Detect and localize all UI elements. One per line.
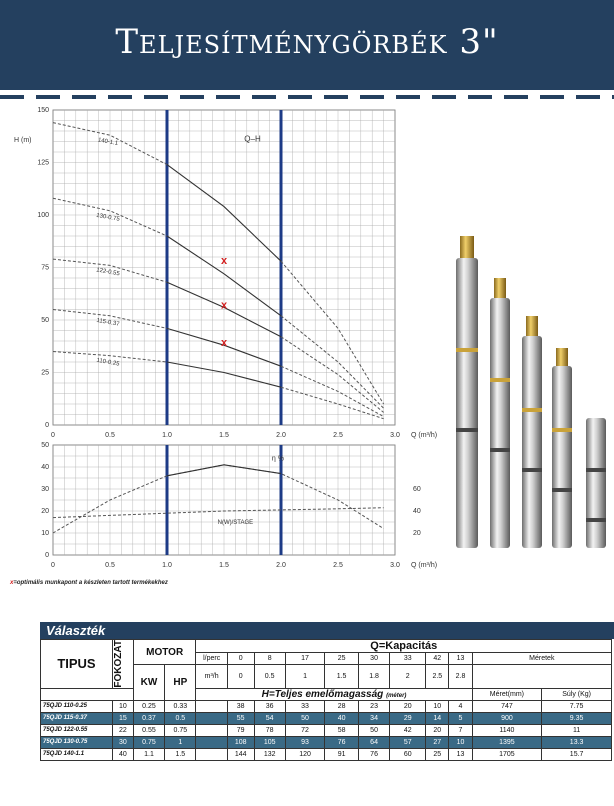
selection-table — [40, 639, 612, 761]
cell-hp: 0.75 — [165, 724, 196, 736]
eff-y-tick: 0 — [45, 552, 49, 559]
cell-fok: 15 — [112, 712, 133, 724]
cell-kw: 0.37 — [133, 712, 164, 724]
cell-meret: 1705 — [472, 748, 542, 760]
eff-right-tick: 20 — [413, 530, 421, 537]
cell-h: 50 — [358, 724, 389, 736]
qh-y-tick: 150 — [37, 107, 49, 114]
eff-y-tick: 40 — [41, 464, 49, 471]
qh-y-tick: 75 — [41, 264, 49, 272]
optimal-note-text: =optimális munkapont a készleten tartott termékekhez — [13, 580, 168, 586]
cell-h: 50 — [285, 712, 324, 724]
cell-meret: 1395 — [472, 736, 542, 748]
cell-h: 54 — [254, 712, 285, 724]
cell-tip: 75QJD 130-0.75 — [41, 736, 113, 748]
cell-h: 14 — [426, 712, 449, 724]
qh-x-tick: 2.0 — [276, 432, 286, 439]
qh-x-tick: 0.5 — [105, 432, 115, 439]
pump-1 — [456, 236, 478, 548]
qh-y-tick: 100 — [37, 212, 49, 219]
cell-kw: 0.55 — [133, 724, 164, 736]
cell-tip: 75QJD 140-1.1 — [41, 748, 113, 760]
cell-meret: 747 — [472, 700, 542, 712]
m3h-1: 0.5 — [254, 665, 285, 689]
fokozat-label: FOKOZAT — [112, 640, 124, 688]
qh-y-tick: 25 — [41, 369, 49, 377]
eff-right-tick: 60 — [413, 486, 421, 493]
qh-y-tick: 50 — [41, 317, 49, 324]
cell-fok: 40 — [112, 748, 133, 760]
qh-x-tick: 2.5 — [333, 432, 343, 439]
col-meretek: Méretek — [472, 653, 611, 665]
qh-x-tick: 3.0 — [390, 432, 400, 439]
cell-hp: 0.5 — [165, 712, 196, 724]
eta-label: η % — [271, 455, 284, 463]
cell-suly: 11 — [542, 724, 612, 736]
selection-table-title: Választék — [40, 622, 614, 639]
eff-x-tick: 2.0 — [276, 562, 286, 569]
cell-h: 13 — [449, 748, 472, 760]
qh-series-label: 110-0.25 — [95, 357, 120, 368]
qh-series-label: 130-0.75 — [95, 212, 121, 223]
eff-x-tick: 1.5 — [219, 562, 229, 569]
h-unit: (méter) — [386, 692, 407, 699]
cell-h: 132 — [254, 748, 285, 760]
m3h-0: 0 — [227, 665, 254, 689]
cell-h: 60 — [390, 748, 426, 760]
cell-meret: 1140 — [472, 724, 542, 736]
cell-hp: 0.33 — [165, 700, 196, 712]
col-tipus: TIPUS — [41, 640, 113, 689]
qh-series-label: 140-1.1 — [97, 137, 119, 147]
cell-h: 57 — [390, 736, 426, 748]
cell-h: 29 — [390, 712, 426, 724]
pump-4 — [552, 348, 572, 548]
eff-x-tick: 0.5 — [105, 562, 115, 569]
qh-x-label: Q (m³/h) — [411, 432, 438, 439]
lperc-7: 13 — [449, 653, 472, 665]
cell-meret: 900 — [472, 712, 542, 724]
qh-series-label: 122-0.55 — [95, 267, 121, 278]
cell-h: 10 — [426, 700, 449, 712]
m3h-label: m³/h — [196, 665, 227, 689]
col-emelomagassag — [196, 688, 472, 700]
pump-2 — [490, 278, 510, 548]
cell-h: 42 — [390, 724, 426, 736]
cell-h: 72 — [285, 724, 324, 736]
cell-h: 108 — [227, 736, 254, 748]
eff-right-tick: 40 — [413, 508, 421, 515]
cell-h: 4 — [449, 700, 472, 712]
col-hp: HP — [165, 665, 196, 701]
page-title: Teljesítménygörbék 3" — [115, 22, 499, 62]
cell-h: 78 — [254, 724, 285, 736]
m3h-5: 2 — [390, 665, 426, 689]
cell-fok: 30 — [112, 736, 133, 748]
cell-h: 58 — [325, 724, 359, 736]
pump-5 — [586, 418, 606, 548]
cell-h: 55 — [227, 712, 254, 724]
cell-kw: 0.25 — [133, 700, 164, 712]
h-title: H=Teljes emelőmagasság — [261, 688, 384, 700]
cell-suly: 9.35 — [542, 712, 612, 724]
eff-y-tick: 50 — [41, 442, 49, 449]
qh-title: Q–H — [244, 134, 261, 144]
cell-h: 28 — [325, 700, 359, 712]
lperc-5: 33 — [390, 653, 426, 665]
cell-hp: 1 — [165, 736, 196, 748]
qh-y-label: H (m) — [14, 137, 32, 144]
col-motor: MOTOR — [133, 640, 196, 665]
optimal-marker-symbol: x — [10, 580, 14, 586]
lperc-0: 0 — [227, 653, 254, 665]
eff-y-tick: 10 — [41, 530, 49, 537]
cell-fok: 22 — [112, 724, 133, 736]
lperc-1: 8 — [254, 653, 285, 665]
m3h-7: 2.8 — [449, 665, 472, 689]
table-row — [41, 736, 612, 748]
cell-h: 20 — [426, 724, 449, 736]
cell-tip: 75QJD 115-0.37 — [41, 712, 113, 724]
cell-h: 76 — [358, 748, 389, 760]
cell-h: 7 — [449, 724, 472, 736]
lperc-6: 42 — [426, 653, 449, 665]
qh-series-label: 115-0.37 — [95, 317, 120, 328]
cell-h: 40 — [325, 712, 359, 724]
optimal-point-note — [10, 580, 168, 586]
qh-x-tick: 1.5 — [219, 432, 229, 439]
cell-h: 76 — [325, 736, 359, 748]
lperc-3: 25 — [325, 653, 359, 665]
cell-h: 36 — [254, 700, 285, 712]
col-kapacitas: Q=Kapacitás — [196, 640, 612, 653]
cell-kw: 0.75 — [133, 736, 164, 748]
cell-h: 93 — [285, 736, 324, 748]
cell-h: 120 — [285, 748, 324, 760]
cell-h: 144 — [227, 748, 254, 760]
cell-h: 64 — [358, 736, 389, 748]
cell-fok: 10 — [112, 700, 133, 712]
cell-suly: 7.75 — [542, 700, 612, 712]
col-kw: KW — [133, 665, 164, 701]
m3h-3: 1.5 — [325, 665, 359, 689]
header-dashed-divider — [0, 95, 614, 99]
cell-h: 34 — [358, 712, 389, 724]
col-meret-mm: Méret(mm) — [472, 688, 542, 700]
cell-h: 27 — [426, 736, 449, 748]
qh-y-tick: 125 — [37, 159, 49, 167]
cell-h: 20 — [390, 700, 426, 712]
table-row — [41, 748, 612, 760]
cell-kw: 1.1 — [133, 748, 164, 760]
lperc-4: 30 — [358, 653, 389, 665]
eff-x-tick: 0 — [51, 562, 55, 569]
cell-h: 38 — [227, 700, 254, 712]
cell-h: 23 — [358, 700, 389, 712]
table-row — [41, 712, 612, 724]
optimal-point-marker: x — [220, 299, 228, 312]
eff-y-tick: 20 — [41, 508, 49, 515]
eff-x-tick: 2.5 — [333, 562, 343, 569]
cell-h: 91 — [325, 748, 359, 760]
cell-h: 33 — [285, 700, 324, 712]
table-row — [41, 700, 612, 712]
power-label: N(W)/STAGE — [217, 520, 254, 527]
lperc-label: l/perc — [196, 653, 227, 665]
performance-charts — [0, 100, 440, 600]
cell-h: 10 — [449, 736, 472, 748]
page-header — [0, 0, 614, 90]
table-row — [41, 724, 612, 736]
cell-h: 79 — [227, 724, 254, 736]
cell-suly: 15.7 — [542, 748, 612, 760]
pump-product-image — [444, 228, 614, 553]
eff-x-tick: 3.0 — [390, 562, 400, 569]
eff-x-label: Q (m³/h) — [411, 562, 438, 569]
pump-3 — [522, 316, 542, 548]
qh-x-tick: 1.0 — [162, 432, 172, 439]
m3h-4: 1.8 — [358, 665, 389, 689]
optimal-point-marker: x — [220, 337, 228, 350]
cell-h: 5 — [449, 712, 472, 724]
lperc-2: 17 — [285, 653, 324, 665]
eff-y-tick: 30 — [41, 486, 49, 493]
qh-y-tick: 0 — [45, 422, 49, 429]
cell-h: 105 — [254, 736, 285, 748]
cell-tip: 75QJD 110-0.25 — [41, 700, 113, 712]
cell-h: 25 — [426, 748, 449, 760]
optimal-point-marker: x — [220, 255, 228, 268]
qh-x-tick: 0 — [51, 432, 55, 439]
cell-tip: 75QJD 122-0.55 — [41, 724, 113, 736]
col-suly: Súly (Kg) — [542, 688, 612, 700]
cell-hp: 1.5 — [165, 748, 196, 760]
m3h-6: 2.5 — [426, 665, 449, 689]
eff-x-tick: 1.0 — [162, 562, 172, 569]
m3h-2: 1 — [285, 665, 324, 689]
cell-suly: 13.3 — [542, 736, 612, 748]
col-fokozat — [112, 640, 133, 689]
